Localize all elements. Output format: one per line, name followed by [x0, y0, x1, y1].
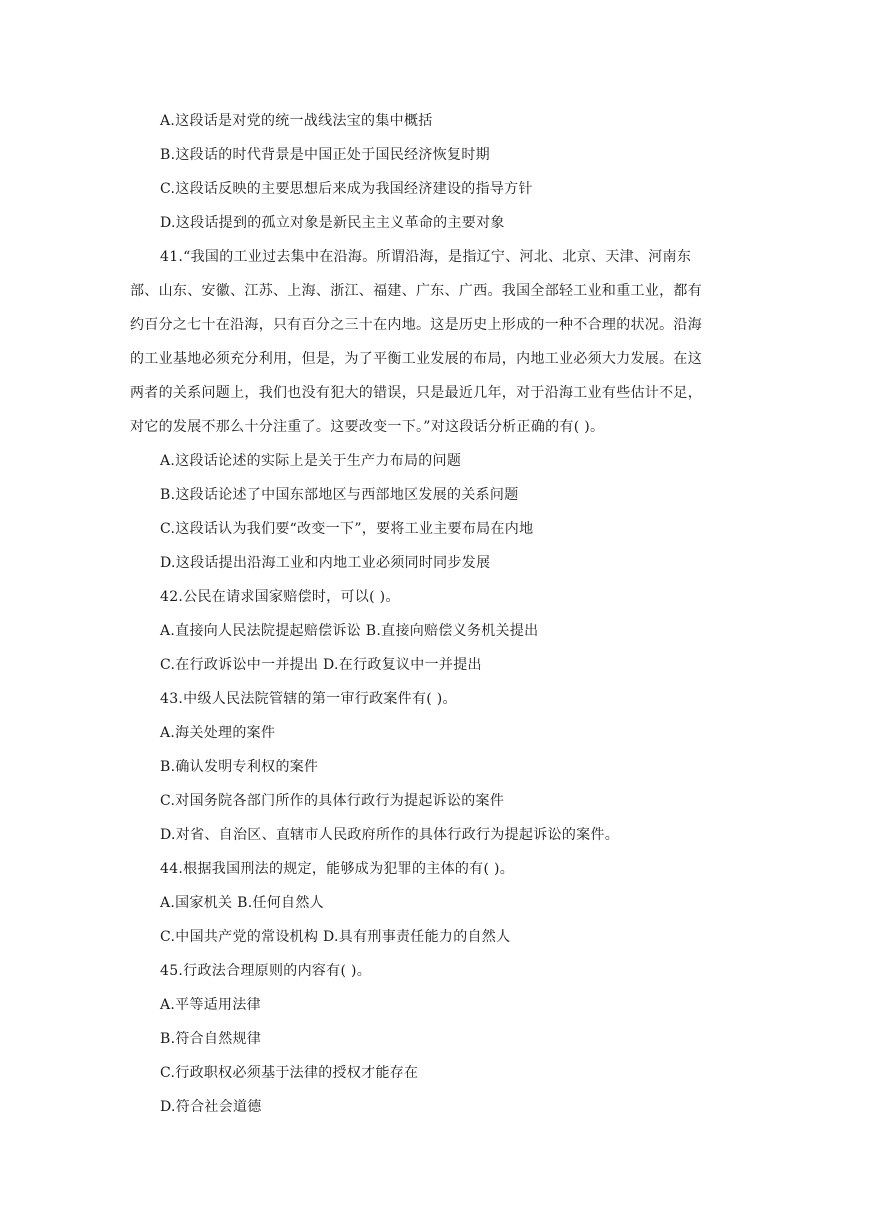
- question-42-stem: 42.公民在请求国家赔偿时，可以( )。: [160, 589, 400, 605]
- option-44-cd: C.中国共产党的常设机构 D.具有刑事责任能力的自然人: [160, 929, 511, 945]
- option-40-d: D.这段话提到的孤立对象是新民主主义革命的主要对象: [160, 215, 505, 231]
- question-42: [160, 580, 720, 682]
- question-43: [160, 682, 720, 852]
- option-41-b: B.这段话论述了中国东部地区与西部地区发展的关系问题: [160, 487, 519, 503]
- question-41-stem-line: 部、山东、安徽、江苏、上海、浙江、福建、广东、广西。我国全部轻工业和重工业，都有: [130, 283, 702, 299]
- question-40-options: [160, 104, 720, 240]
- option-45-b: B.符合自然规律: [160, 1031, 262, 1047]
- question-41-stem: [130, 240, 720, 444]
- question-41-stem-line: 的工业基地必须充分利用，但是，为了平衡工业发展的布局，内地工业必须大力发展。在这: [130, 351, 702, 367]
- option-45-a: A.平等适用法律: [160, 997, 261, 1013]
- option-43-b: B.确认发明专利权的案件: [160, 759, 319, 775]
- option-41-d: D.这段话提出沿海工业和内地工业必须同时同步发展: [160, 555, 491, 571]
- question-44-stem: 44.根据我国刑法的规定，能够成为犯罪的主体的有( )。: [160, 861, 515, 877]
- option-43-c: C.对国务院各部门所作的具体行政行为提起诉讼的案件: [160, 793, 505, 809]
- question-41: [130, 240, 720, 580]
- option-42-cd: C.在行政诉讼中一并提出 D.在行政复议中一并提出: [160, 657, 482, 673]
- option-45-c: C.行政职权必须基于法律的授权才能存在: [160, 1065, 419, 1081]
- option-40-c: C.这段话反映的主要思想后来成为我国经济建设的指导方针: [160, 181, 533, 197]
- option-43-d: D.对省、自治区、直辖市人民政府所作的具体行政行为提起诉讼的案件。: [160, 827, 620, 843]
- option-40-a: A.这段话是对党的统一战线法宝的集中概括: [160, 113, 433, 129]
- question-41-stem-line: 两者的关系问题上，我们也没有犯大的错误，只是最近几年，对于沿海工业有些估计不足，: [130, 385, 702, 401]
- option-41-a: A.这段话论述的实际上是关于生产力布局的问题: [160, 453, 462, 469]
- document-body: [130, 104, 720, 1124]
- question-41-stem-line: 对它的发展不那么十分注重了。这要改变一下。”对这段话分析正确的有( )。: [130, 419, 605, 435]
- question-41-stem-line: 41.“我国的工业过去集中在沿海。所谓沿海，是指辽宁、河北、北京、天津、河南东: [160, 249, 692, 265]
- option-43-a: A.海关处理的案件: [160, 725, 276, 741]
- question-45: [160, 954, 720, 1124]
- option-42-ab: A.直接向人民法院提起赔偿诉讼 B.直接向赔偿义务机关提出: [160, 623, 539, 639]
- option-45-d: D.符合社会道德: [160, 1099, 262, 1115]
- option-44-ab: A.国家机关 B.任何自然人: [160, 895, 324, 911]
- question-44: [160, 852, 720, 954]
- question-43-stem: 43.中级人民法院管辖的第一审行政案件有( )。: [160, 691, 457, 707]
- option-40-b: B.这段话的时代背景是中国正处于国民经济恢复时期: [160, 147, 490, 163]
- question-45-stem: 45.行政法合理原则的内容有( )。: [160, 963, 372, 979]
- option-41-c: C.这段话认为我们要“改变一下”，要将工业主要布局在内地: [160, 521, 534, 537]
- question-41-stem-line: 约百分之七十在沿海，只有百分之三十在内地。这是历史上形成的一种不合理的状况。沿海: [130, 317, 702, 333]
